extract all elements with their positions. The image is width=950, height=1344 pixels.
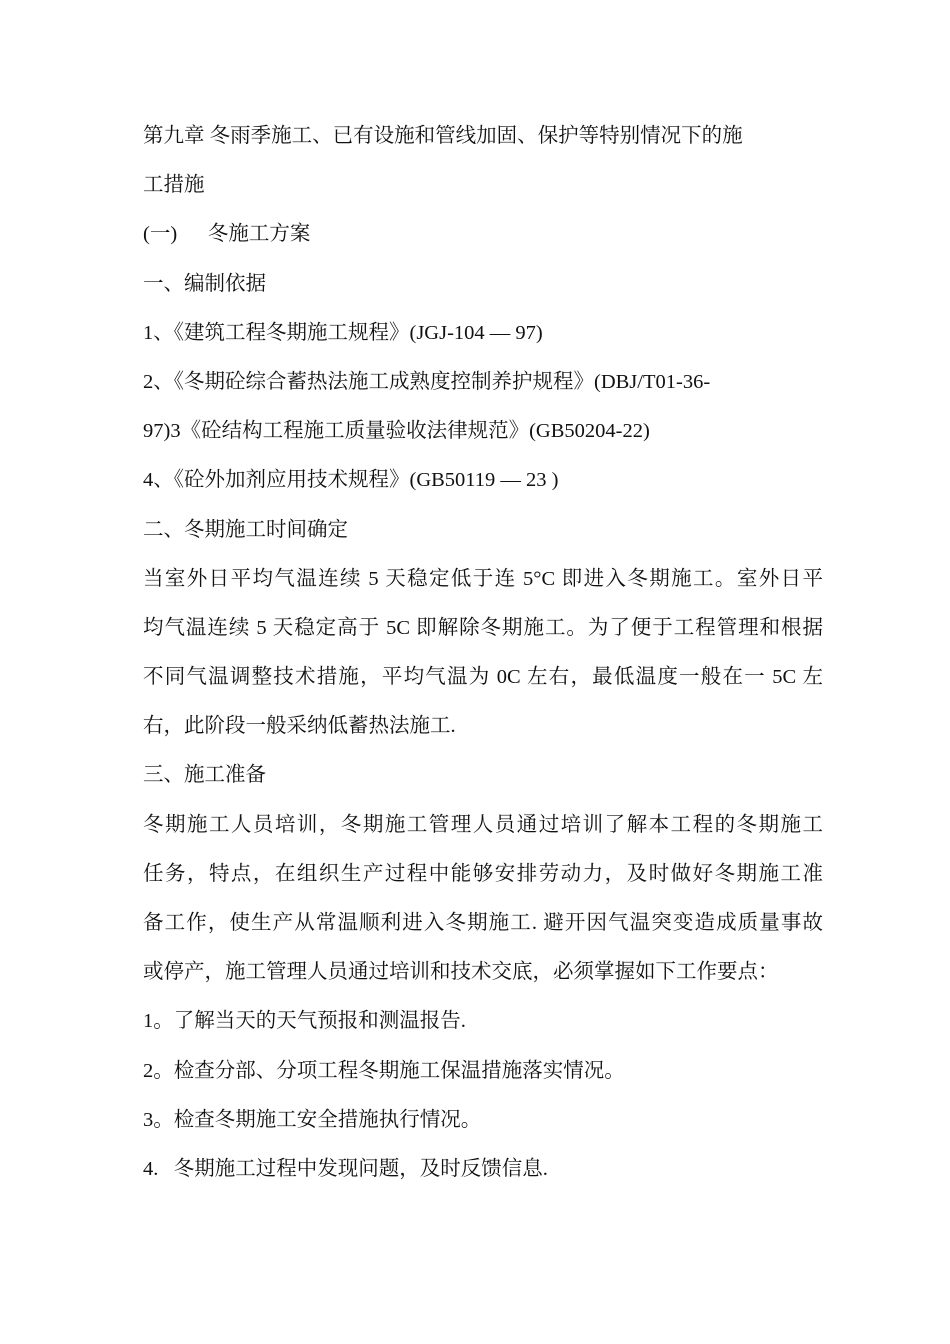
preparation-paragraph-line-1: 冬期施工人员培训，冬期施工管理人员通过培训了解本工程的冬期施工: [143, 813, 823, 836]
winter-time-paragraph-line-2: 均气温连续 5 天稳定高于 5C 即解除冬期施工。为了便于工程管理和根据: [143, 616, 823, 639]
basis-item-4: 4、《砼外加剂应用技术规程》(GB50119 — 23 ): [143, 469, 559, 492]
winter-time-paragraph-line-3: 不同气温调整技术措施，平均气温为 0C 左右，最低温度一般在一 5C 左: [143, 666, 823, 689]
winter-time-paragraph-line-1: 当室外日平均气温连续 5 天稳定低于连 5°C 即进入冬期施工。室外日平: [143, 567, 823, 590]
basis-item-1: 1、《建筑工程冬期施工规程》(JGJ-104 — 97): [143, 321, 543, 344]
document-page: [143, 112, 823, 1194]
key-point-4: 4. 冬期施工过程中发现问题，及时反馈信息.: [143, 1157, 548, 1180]
heading-winter-time: 二、冬期施工时间确定: [143, 518, 348, 541]
key-point-3: 3。检查冬期施工安全措施执行情况。: [143, 1108, 482, 1131]
winter-time-paragraph-line-4: 右，此阶段一般采纳低蓄热法施工.: [143, 715, 456, 738]
heading-preparation: 三、施工准备: [143, 764, 266, 787]
preparation-paragraph-line-4: 或停产，施工管理人员通过培训和技术交底，必须掌握如下工作要点：: [143, 961, 779, 984]
preparation-paragraph-line-3: 备工作，使生产从常温顺利进入冬期施工. 避开因气温突变造成质量事故: [143, 912, 823, 934]
basis-item-2-3-cont: 97)3《砼结构工程施工质量验收法律规范》(GB50204-22): [143, 420, 650, 443]
chapter-title-line-2: 工措施: [143, 174, 205, 197]
chapter-title-line-1: 第九章 冬雨季施工、已有设施和管线加固、保护等特别情况下的施: [143, 125, 743, 147]
key-point-2: 2。检查分部、分项工程冬期施工保温措施落实情况。: [143, 1059, 625, 1082]
basis-item-2: 2、《冬期砼综合蓄热法施工成熟度控制养护规程》(DBJ/T01-36-: [143, 370, 711, 393]
heading-basis: 一、编制依据: [143, 272, 266, 295]
preparation-paragraph-line-2: 任务，特点，在组织生产过程中能够安排劳动力，及时做好冬期施工准: [143, 862, 823, 885]
section-heading-winter-plan: (一) 冬施工方案: [143, 223, 311, 246]
key-point-1: 1。了解当天的天气预报和测温报告.: [143, 1010, 466, 1033]
